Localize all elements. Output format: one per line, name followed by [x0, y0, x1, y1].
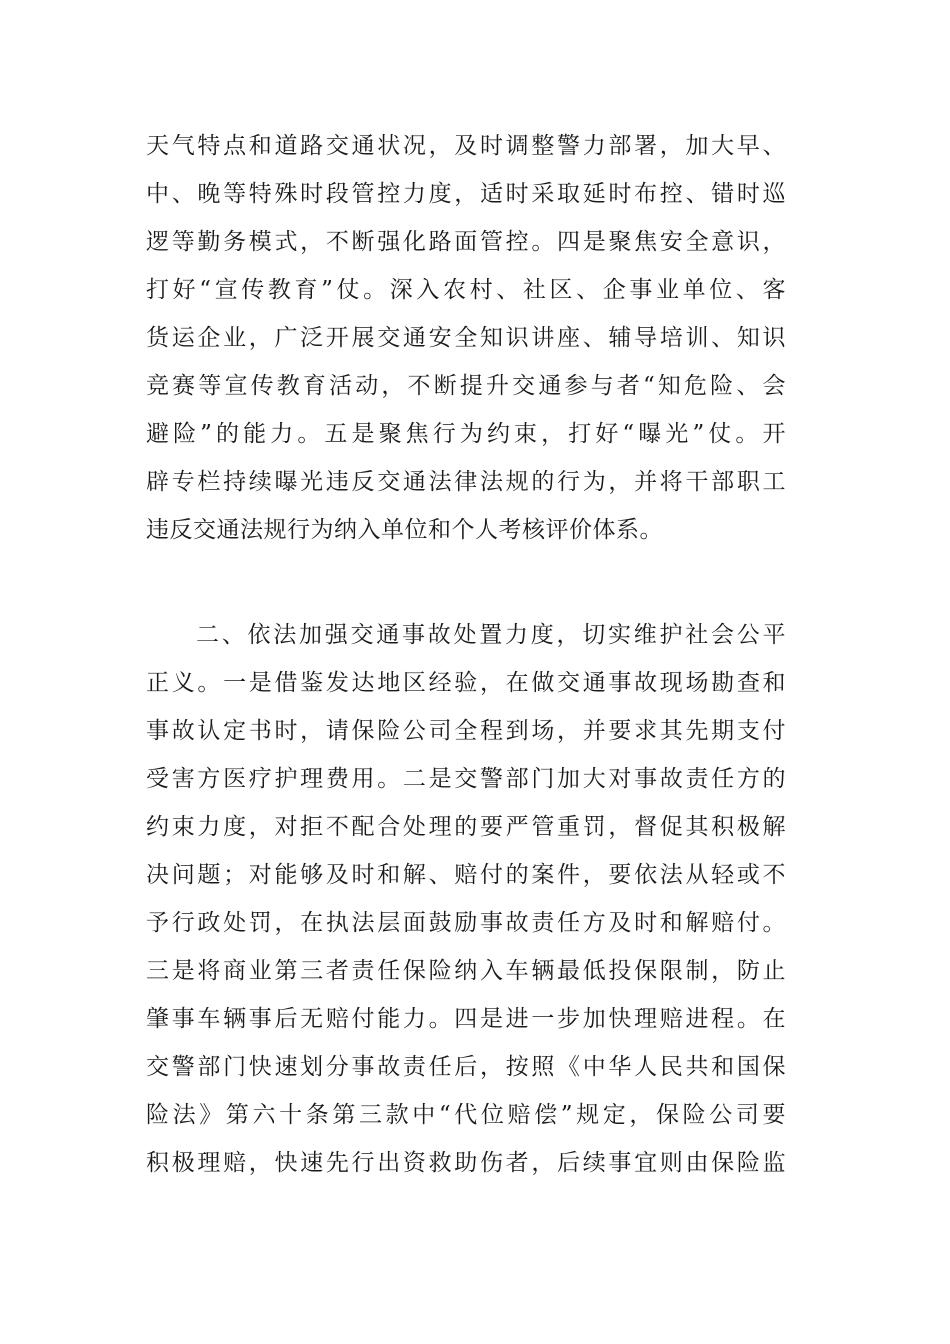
- text-line: 逻等勤务模式，不断强化路面管控。四是聚焦安全意识，: [146, 229, 786, 255]
- text-line: 予行政处罚，在执法层面鼓励事故责任方及时和解赔付。: [146, 910, 786, 936]
- text-line: 肇事车辆事后无赔付能力。四是进一步加快理赔进程。在: [146, 1006, 786, 1032]
- text-line: 竞赛等宣传教育活动，不断提升交通参与者“知危险、会: [146, 373, 786, 399]
- text-line: 辟专栏持续曝光违反交通法律法规的行为，并将干部职工: [146, 469, 786, 495]
- text-line: 货运企业，广泛开展交通安全知识讲座、辅导培训、知识: [146, 325, 786, 351]
- text-line: 天气特点和道路交通状况，及时调整警力部署，加大早、: [146, 133, 786, 159]
- text-line: 决问题；对能够及时和解、赔付的案件，要依法从轻或不: [146, 862, 786, 888]
- text-line: 受害方医疗护理费用。二是交警部门加大对事故责任方的: [146, 766, 786, 792]
- text-line: 险法》第六十条第三款中“代位赔偿”规定，保险公司要: [146, 1102, 786, 1128]
- paragraph-traffic-management: [146, 122, 786, 554]
- text-line: 正义。一是借鉴发达地区经验，在做交通事故现场勘查和: [146, 670, 786, 696]
- text-line: 交警部门快速划分事故责任后，按照《中华人民共和国保: [146, 1054, 786, 1080]
- text-line: 违反交通法规行为纳入单位和个人考核评价体系。: [146, 517, 663, 543]
- paragraph-accident-handling: [146, 611, 786, 1187]
- section-heading-line: 二、依法加强交通事故处置力度，切实维护社会公平: [196, 622, 786, 648]
- text-line: 事故认定书时，请保险公司全程到场，并要求其先期支付: [146, 718, 786, 744]
- text-line: 避险”的能力。五是聚焦行为约束，打好“曝光”仗。开: [146, 421, 786, 447]
- text-line: 约束力度，对拒不配合处理的要严管重罚，督促其积极解: [146, 814, 786, 840]
- text-line: 三是将商业第三者责任保险纳入车辆最低投保限制，防止: [146, 958, 786, 984]
- text-line: 中、晚等特殊时段管控力度，适时采取延时布控、错时巡: [146, 181, 786, 207]
- text-line: 积极理赔，快速先行出资救助伤者，后续事宜则由保险监: [146, 1150, 786, 1176]
- text-line: 打好“宣传教育”仗。深入农村、社区、企事业单位、客: [146, 277, 786, 303]
